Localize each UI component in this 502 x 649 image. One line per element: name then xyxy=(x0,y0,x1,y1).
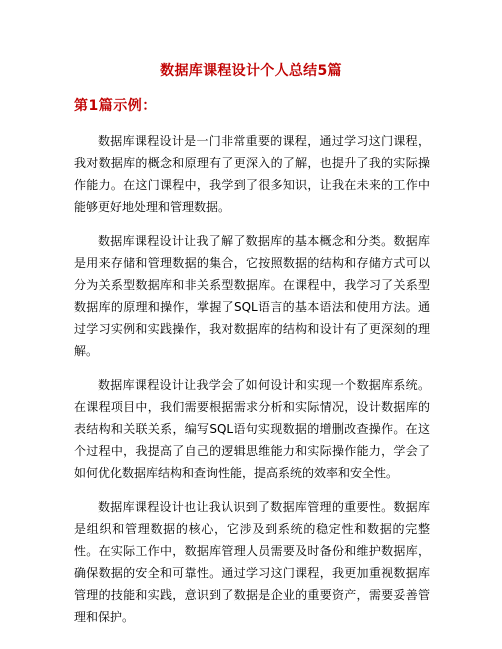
paragraph-2: 数据库课程设计让我了解了数据库的基本概念和分类。数据库是用来存储和管理数据的集合，它按照数据的结构和存储方式可以分为关系型数据库和非关系型数据库。在课程中，我学习了关系型数据库的原理和操作，掌握了SQL语言的基本语法和使用方法。通过学习实例和实践操作，我对数据库的结构和设计有了更深刻的理解。 xyxy=(74,234,430,358)
paragraph-3: 数据库课程设计让我学会了如何设计和实现一个数据库系统。在课程项目中，我们需要根据需求分析和实际情况，设计数据库的表结构和关联关系，编写SQL语句实现数据的增删改查操作。在这个过程中，我提高了自己的逻辑思维能力和实际操作能力，学会了如何优化数据库结构和查询性能，提高系统的效率和安全性。 xyxy=(74,378,430,480)
paragraph-4: 数据库课程设计也让我认识到了数据库管理的重要性。数据库是组织和管理数据的核心，它涉及到系统的稳定性和数据的完整性。在实际工作中，数据库管理人员需要及时备份和维护数据库，确保数据的安全和可靠性。通过学习这门课程，我更加重视数据库管理的技能和实践，意识到了数据是企业的重要资产，需要妥善管理和保护。 xyxy=(74,500,430,624)
document-body xyxy=(74,130,430,640)
document-title: 数据库课程设计个人总结5篇 xyxy=(160,63,342,79)
section-heading: 第1篇示例： xyxy=(74,98,157,114)
paragraph-1: 数据库课程设计是一门非常重要的课程，通过学习这门课程，我对数据库的概念和原理有了更深入的了解，也提升了我的实际操作能力。在这门课程中，我学到了很多知识，让我在未来的工作中能够更好地处理和管理数据。 xyxy=(74,134,430,214)
